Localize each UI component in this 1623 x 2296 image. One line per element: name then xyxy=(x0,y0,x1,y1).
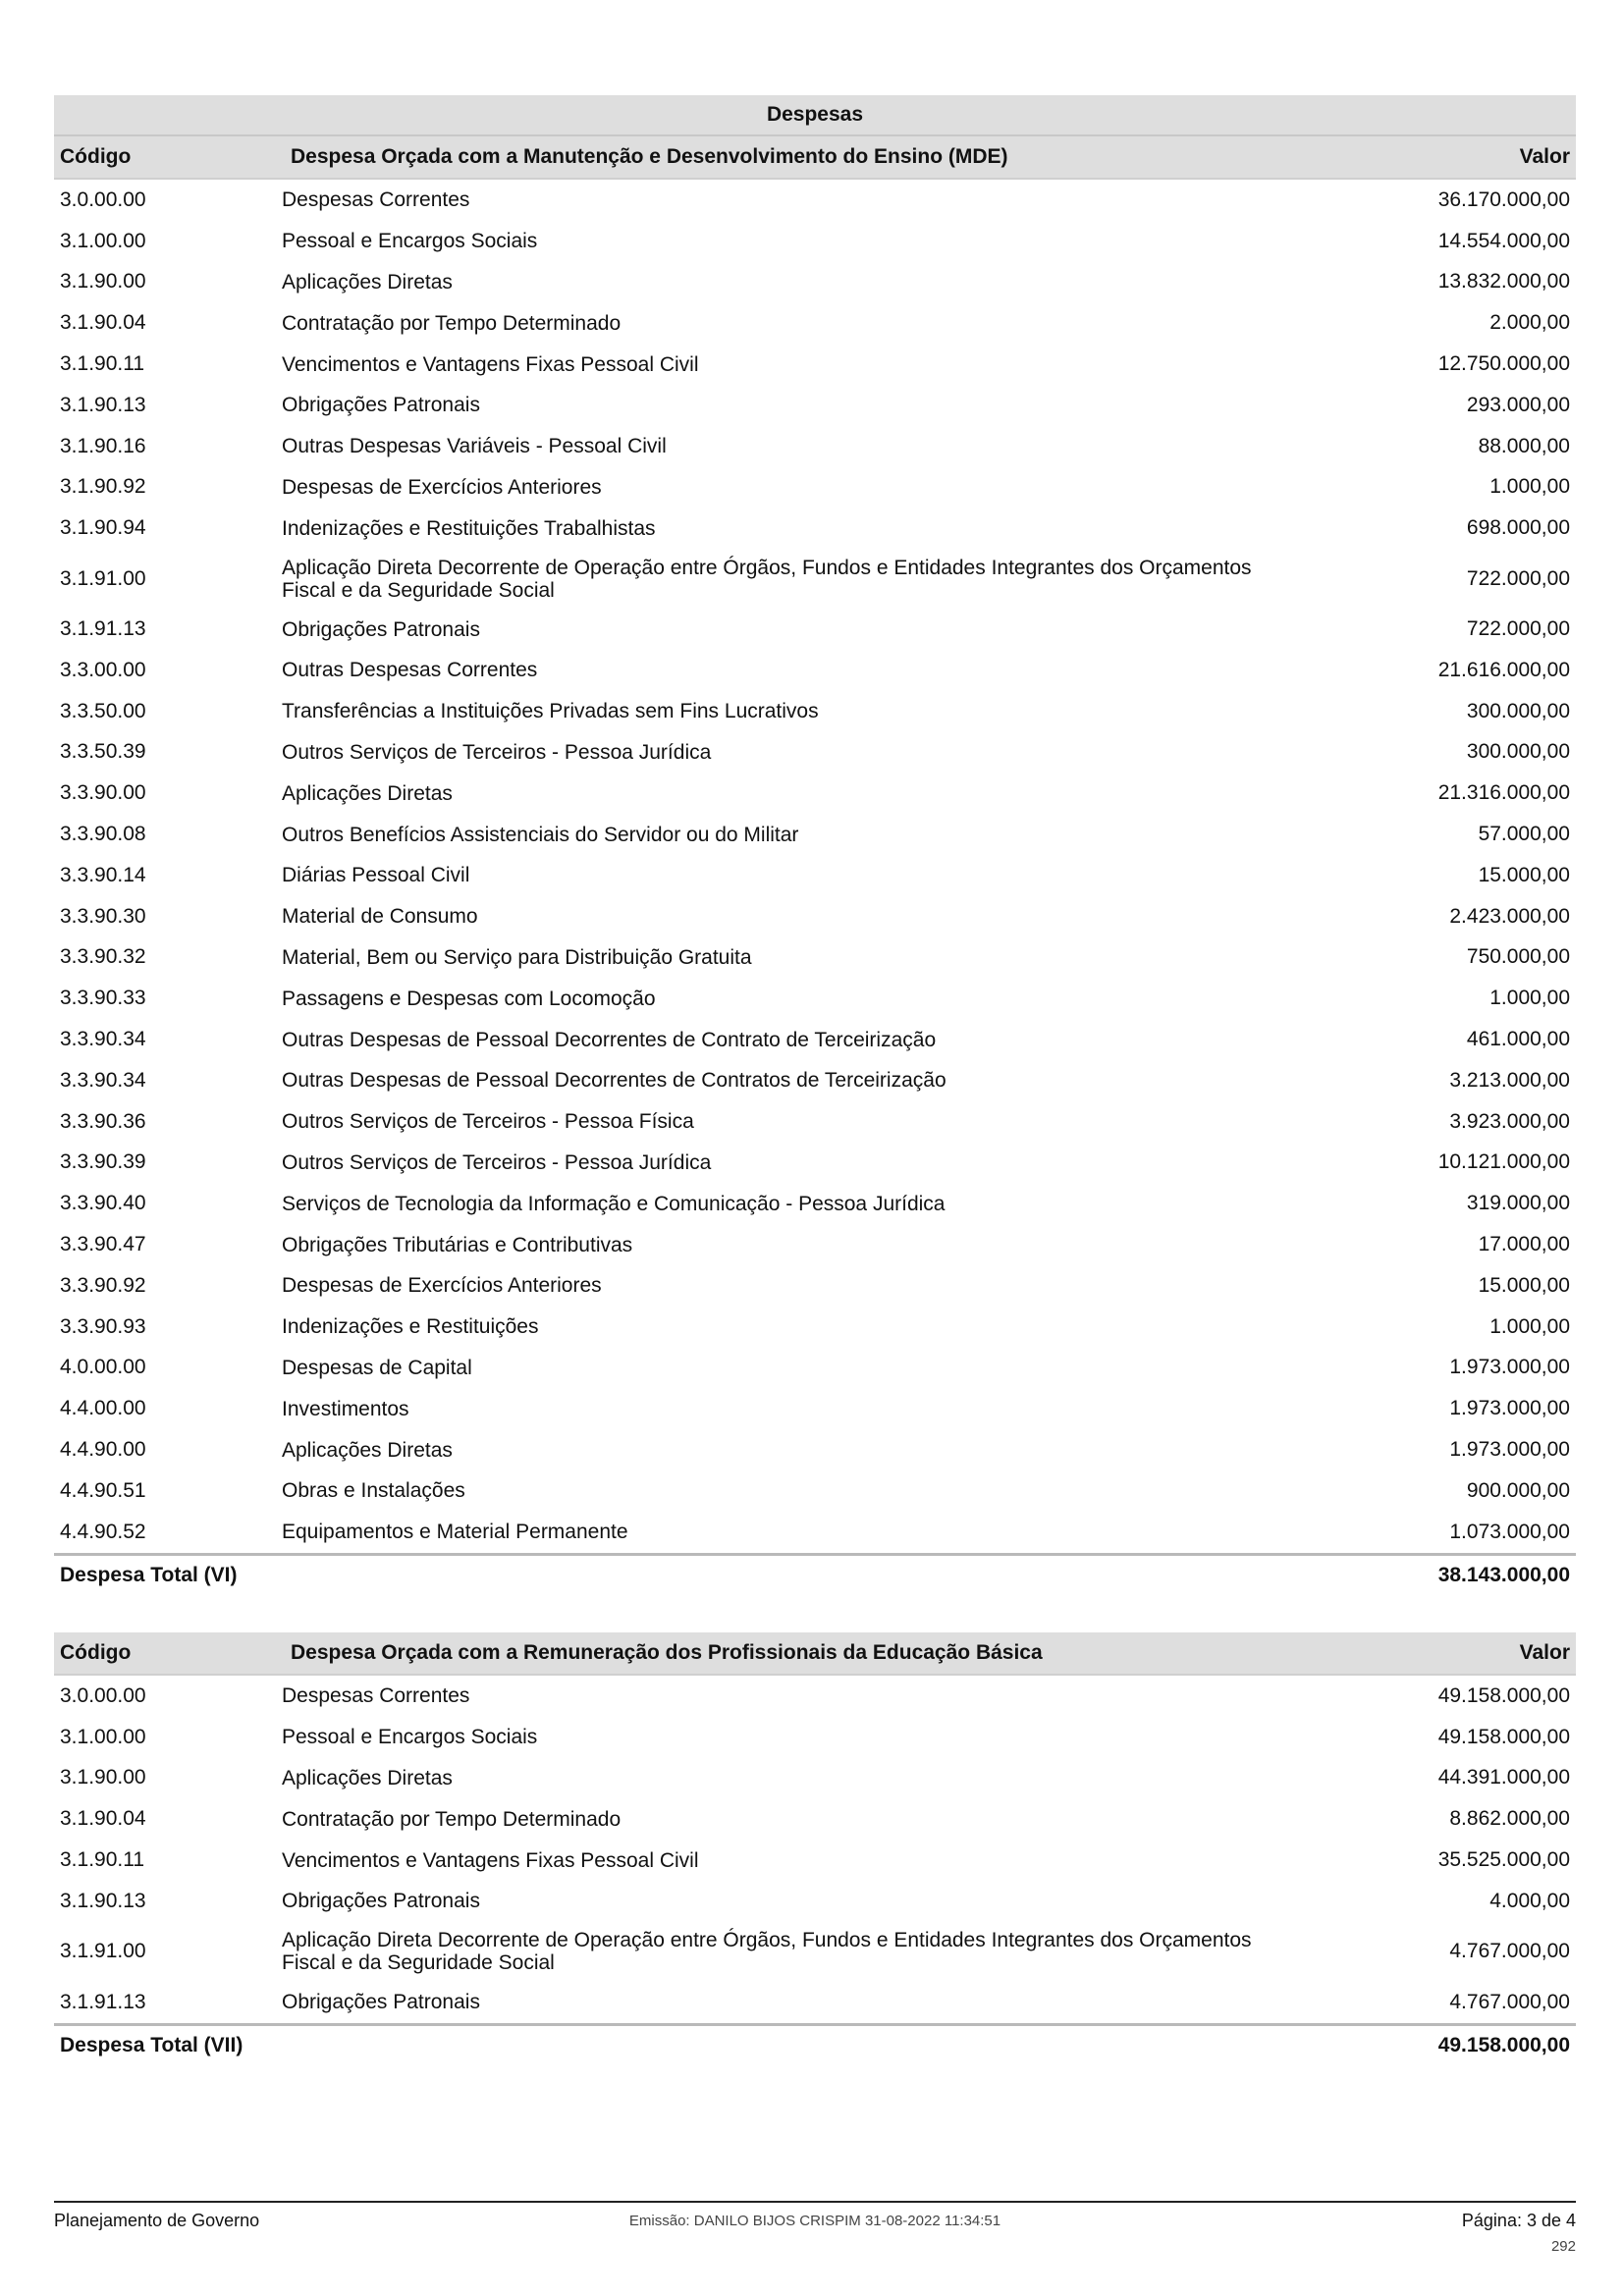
table-row xyxy=(54,1982,1576,2023)
row-value: 1.000,00 xyxy=(1489,987,1570,1010)
row-value: 4.767.000,00 xyxy=(1449,1940,1570,1963)
header-description: Despesa Orçada com a Remuneração dos Profissionais da Educação Básica xyxy=(291,1641,1043,1664)
row-code: 3.3.90.33 xyxy=(60,987,146,1010)
row-code: 3.1.90.92 xyxy=(60,475,146,499)
total-row xyxy=(54,1556,1576,1595)
row-description: Contratação por Tempo Determinado xyxy=(282,311,622,335)
table-row xyxy=(54,691,1576,732)
page-footer xyxy=(54,2201,1576,2231)
page-number: 292 xyxy=(1550,2238,1576,2255)
row-code: 3.3.90.47 xyxy=(60,1233,146,1256)
table-body xyxy=(54,180,1576,1553)
row-code: 3.0.00.00 xyxy=(60,1683,146,1707)
row-value: 293.000,00 xyxy=(1466,393,1570,416)
row-code: 3.1.00.00 xyxy=(60,1725,146,1748)
table-row xyxy=(54,1388,1576,1429)
row-value: 300.000,00 xyxy=(1466,699,1570,722)
table-row xyxy=(54,180,1576,221)
row-code: 3.3.90.30 xyxy=(60,904,146,928)
table-row xyxy=(54,1019,1576,1060)
row-description: Aplicações Diretas xyxy=(282,270,453,294)
table-row xyxy=(54,609,1576,650)
row-value: 36.170.000,00 xyxy=(1437,187,1570,211)
footer-emission: Emissão: DANILO BIJOS CRISPIM 31-08-2022 11:34:51 xyxy=(628,2213,1001,2229)
row-value: 1.973.000,00 xyxy=(1449,1397,1570,1420)
table-body xyxy=(54,1676,1576,2023)
table-row xyxy=(54,1224,1576,1265)
row-code: 3.3.90.00 xyxy=(60,781,146,805)
total-value: 49.158.000,00 xyxy=(1437,2033,1570,2056)
row-description: Outras Despesas de Pessoal Decorrentes de Contrato de Terceirização xyxy=(282,1028,937,1051)
row-value: 1.973.000,00 xyxy=(1449,1356,1570,1379)
table-row xyxy=(54,1143,1576,1184)
row-value: 319.000,00 xyxy=(1466,1192,1570,1215)
row-description: Outras Despesas de Pessoal Decorrentes de Contratos de Terceirização xyxy=(282,1069,947,1093)
row-description: Passagens e Despesas com Locomoção xyxy=(282,987,656,1010)
row-value: 461.000,00 xyxy=(1466,1028,1570,1051)
row-description: Aplicações Diretas xyxy=(282,781,453,805)
row-description: Contratação por Tempo Determinado xyxy=(282,1807,622,1831)
row-description: Vencimentos e Vantagens Fixas Pessoal Civil xyxy=(282,352,699,376)
table-row xyxy=(54,732,1576,774)
row-value: 88.000,00 xyxy=(1478,434,1570,457)
table-row xyxy=(54,1881,1576,1922)
row-value: 2.423.000,00 xyxy=(1449,904,1570,928)
row-value: 698.000,00 xyxy=(1466,516,1570,540)
table-row xyxy=(54,1101,1576,1143)
table-row xyxy=(54,855,1576,896)
row-value: 4.000,00 xyxy=(1489,1889,1570,1912)
row-code: 3.1.90.94 xyxy=(60,516,146,540)
table-row xyxy=(54,1922,1576,1982)
row-code: 3.1.90.11 xyxy=(60,1848,145,1872)
row-code: 3.1.91.00 xyxy=(60,1940,146,1963)
row-value: 21.616.000,00 xyxy=(1437,658,1570,681)
table-row xyxy=(54,937,1576,979)
row-code: 3.3.90.08 xyxy=(60,823,146,846)
table-row xyxy=(54,344,1576,385)
row-description: Despesas de Exercícios Anteriores xyxy=(282,1274,602,1298)
header-value: Valor xyxy=(1519,145,1570,168)
row-description: Indenizações e Restituições xyxy=(282,1315,539,1339)
row-code: 3.3.50.39 xyxy=(60,740,146,764)
footer-department: Planejamento de Governo xyxy=(54,2211,260,2230)
row-description: Despesas de Exercícios Anteriores xyxy=(282,475,602,499)
row-description: Material de Consumo xyxy=(282,905,478,929)
row-description: Aplicações Diretas xyxy=(282,1766,453,1789)
table-row xyxy=(54,1470,1576,1512)
row-value: 1.000,00 xyxy=(1489,475,1570,499)
row-description: Outros Benefícios Assistenciais do Servidor ou do Militar xyxy=(282,823,799,846)
row-code: 3.3.90.36 xyxy=(60,1109,146,1133)
table-row xyxy=(54,650,1576,691)
row-value: 35.525.000,00 xyxy=(1437,1848,1570,1872)
row-value: 2.000,00 xyxy=(1489,311,1570,335)
header-value: Valor xyxy=(1519,1641,1570,1664)
row-code: 3.1.90.00 xyxy=(60,270,146,294)
row-value: 1.000,00 xyxy=(1489,1314,1570,1338)
table-row xyxy=(54,978,1576,1019)
row-value: 900.000,00 xyxy=(1466,1478,1570,1502)
table-row xyxy=(54,426,1576,467)
row-value: 722.000,00 xyxy=(1466,566,1570,590)
row-code: 3.3.00.00 xyxy=(60,658,146,681)
row-description: Obrigações Patronais xyxy=(282,617,480,641)
row-description: Transferências a Instituições Privadas sem Fins Lucrativos xyxy=(282,700,819,723)
row-description: Outros Serviços de Terceiros - Pessoa Física xyxy=(282,1110,694,1134)
row-description: Material, Bem ou Serviço para Distribuição Gratuita xyxy=(282,945,752,969)
row-code: 3.1.90.13 xyxy=(60,1889,146,1912)
row-description: Aplicação Direta Decorrente de Operação entre Órgãos, Fundos e Entidades Integrantes dos Orçamentos Fiscal e da Seguridade Social xyxy=(282,1929,1252,1975)
row-code: 3.1.90.11 xyxy=(60,352,145,376)
row-code: 3.3.90.40 xyxy=(60,1192,146,1215)
header-code: Código xyxy=(60,145,132,168)
total-value: 38.143.000,00 xyxy=(1437,1563,1570,1586)
table-row xyxy=(54,1512,1576,1553)
row-value: 3.923.000,00 xyxy=(1449,1109,1570,1133)
row-description: Investimentos xyxy=(282,1397,409,1420)
row-value: 49.158.000,00 xyxy=(1437,1683,1570,1707)
table-row xyxy=(54,1307,1576,1348)
row-code: 4.4.90.52 xyxy=(60,1520,146,1543)
total-row xyxy=(54,2026,1576,2065)
table-row xyxy=(54,1840,1576,1881)
table-row xyxy=(54,773,1576,814)
footer-pagination: Página: 3 de 4 xyxy=(1461,2211,1577,2230)
row-value: 3.213.000,00 xyxy=(1449,1068,1570,1092)
row-code: 4.4.90.51 xyxy=(60,1478,146,1502)
row-code: 3.3.90.39 xyxy=(60,1150,146,1174)
header-description: Despesa Orçada com a Manutenção e Desenvolvimento do Ensino (MDE) xyxy=(291,145,1008,168)
table-row xyxy=(54,1798,1576,1840)
row-code: 3.3.90.32 xyxy=(60,945,146,969)
row-value: 15.000,00 xyxy=(1478,863,1570,886)
total-label: Despesa Total (VI) xyxy=(60,1563,238,1586)
row-value: 57.000,00 xyxy=(1478,823,1570,846)
row-description: Obrigações Tributárias e Contributivas xyxy=(282,1233,633,1256)
table-row xyxy=(54,507,1576,549)
row-description: Aplicações Diretas xyxy=(282,1438,453,1462)
table-row xyxy=(54,1758,1576,1799)
table-row xyxy=(54,1676,1576,1717)
row-value: 15.000,00 xyxy=(1478,1273,1570,1297)
row-value: 14.554.000,00 xyxy=(1437,229,1570,252)
row-description: Obrigações Patronais xyxy=(282,1991,480,2014)
row-value: 8.862.000,00 xyxy=(1449,1807,1570,1831)
row-code: 3.3.90.92 xyxy=(60,1273,146,1297)
row-description: Obras e Instalações xyxy=(282,1479,465,1503)
table-header xyxy=(54,1632,1576,1676)
row-code: 3.1.90.00 xyxy=(60,1766,146,1789)
row-value: 1.073.000,00 xyxy=(1449,1520,1570,1543)
row-value: 44.391.000,00 xyxy=(1437,1766,1570,1789)
total-label: Despesa Total (VII) xyxy=(60,2033,243,2056)
row-description: Despesas de Capital xyxy=(282,1356,472,1379)
row-code: 3.1.91.00 xyxy=(60,566,146,590)
row-description: Pessoal e Encargos Sociais xyxy=(282,1726,538,1749)
row-value: 300.000,00 xyxy=(1466,740,1570,764)
table-row xyxy=(54,262,1576,303)
row-description: Indenizações e Restituições Trabalhistas xyxy=(282,516,656,540)
row-value: 21.316.000,00 xyxy=(1437,781,1570,805)
row-description: Vencimentos e Vantagens Fixas Pessoal Civil xyxy=(282,1848,699,1872)
table-row xyxy=(54,302,1576,344)
table-row xyxy=(54,1717,1576,1758)
row-description: Outras Despesas Correntes xyxy=(282,659,538,682)
row-code: 3.1.91.13 xyxy=(60,617,146,641)
mde-expenses-table xyxy=(54,95,1576,1595)
section-title: Despesas xyxy=(54,95,1576,136)
row-description: Outros Serviços de Terceiros - Pessoa Jurídica xyxy=(282,740,712,764)
table-header xyxy=(54,136,1576,180)
row-description: Obrigações Patronais xyxy=(282,1890,480,1913)
row-description: Outros Serviços de Terceiros - Pessoa Jurídica xyxy=(282,1150,712,1174)
table-row xyxy=(54,221,1576,262)
row-code: 3.1.90.16 xyxy=(60,434,146,457)
row-value: 49.158.000,00 xyxy=(1437,1725,1570,1748)
row-code: 4.4.90.00 xyxy=(60,1438,146,1461)
row-code: 3.1.91.13 xyxy=(60,1990,146,2013)
row-value: 4.767.000,00 xyxy=(1449,1990,1570,2013)
row-value: 1.973.000,00 xyxy=(1449,1438,1570,1461)
remuneration-expenses-table xyxy=(54,1632,1576,2065)
row-code: 4.0.00.00 xyxy=(60,1356,146,1379)
row-value: 12.750.000,00 xyxy=(1437,352,1570,376)
row-code: 4.4.00.00 xyxy=(60,1397,146,1420)
table-row xyxy=(54,1183,1576,1224)
table-row xyxy=(54,1348,1576,1389)
table-row xyxy=(54,385,1576,426)
header-code: Código xyxy=(60,1641,132,1664)
row-code: 3.1.00.00 xyxy=(60,229,146,252)
row-description: Outras Despesas Variáveis - Pessoal Civil xyxy=(282,435,667,458)
row-code: 3.1.90.04 xyxy=(60,311,146,335)
row-description: Aplicação Direta Decorrente de Operação entre Órgãos, Fundos e Entidades Integrantes dos Orçamentos Fiscal e da Seguridade Social xyxy=(282,556,1252,602)
row-code: 3.1.90.13 xyxy=(60,393,146,416)
row-code: 3.3.50.00 xyxy=(60,699,146,722)
row-code: 3.1.90.04 xyxy=(60,1807,146,1831)
table-row xyxy=(54,1429,1576,1470)
row-code: 3.3.90.93 xyxy=(60,1314,146,1338)
row-code: 3.0.00.00 xyxy=(60,187,146,211)
row-description: Despesas Correntes xyxy=(282,1684,470,1708)
row-description: Despesas Correntes xyxy=(282,188,470,212)
row-value: 722.000,00 xyxy=(1466,617,1570,641)
row-value: 13.832.000,00 xyxy=(1437,270,1570,294)
row-value: 17.000,00 xyxy=(1478,1233,1570,1256)
table-row xyxy=(54,1265,1576,1307)
row-description: Equipamentos e Material Permanente xyxy=(282,1521,628,1544)
row-description: Obrigações Patronais xyxy=(282,394,480,417)
row-code: 3.3.90.34 xyxy=(60,1028,146,1051)
table-row xyxy=(54,814,1576,855)
row-code: 3.3.90.34 xyxy=(60,1068,146,1092)
table-row xyxy=(54,467,1576,508)
row-description: Serviços de Tecnologia da Informação e Comunicação - Pessoa Jurídica xyxy=(282,1192,946,1215)
row-description: Diárias Pessoal Civil xyxy=(282,864,470,887)
table-row xyxy=(54,1060,1576,1101)
table-row xyxy=(54,549,1576,609)
row-value: 10.121.000,00 xyxy=(1437,1150,1570,1174)
row-value: 750.000,00 xyxy=(1466,945,1570,969)
table-row xyxy=(54,896,1576,937)
row-code: 3.3.90.14 xyxy=(60,863,146,886)
row-description: Pessoal e Encargos Sociais xyxy=(282,230,538,253)
